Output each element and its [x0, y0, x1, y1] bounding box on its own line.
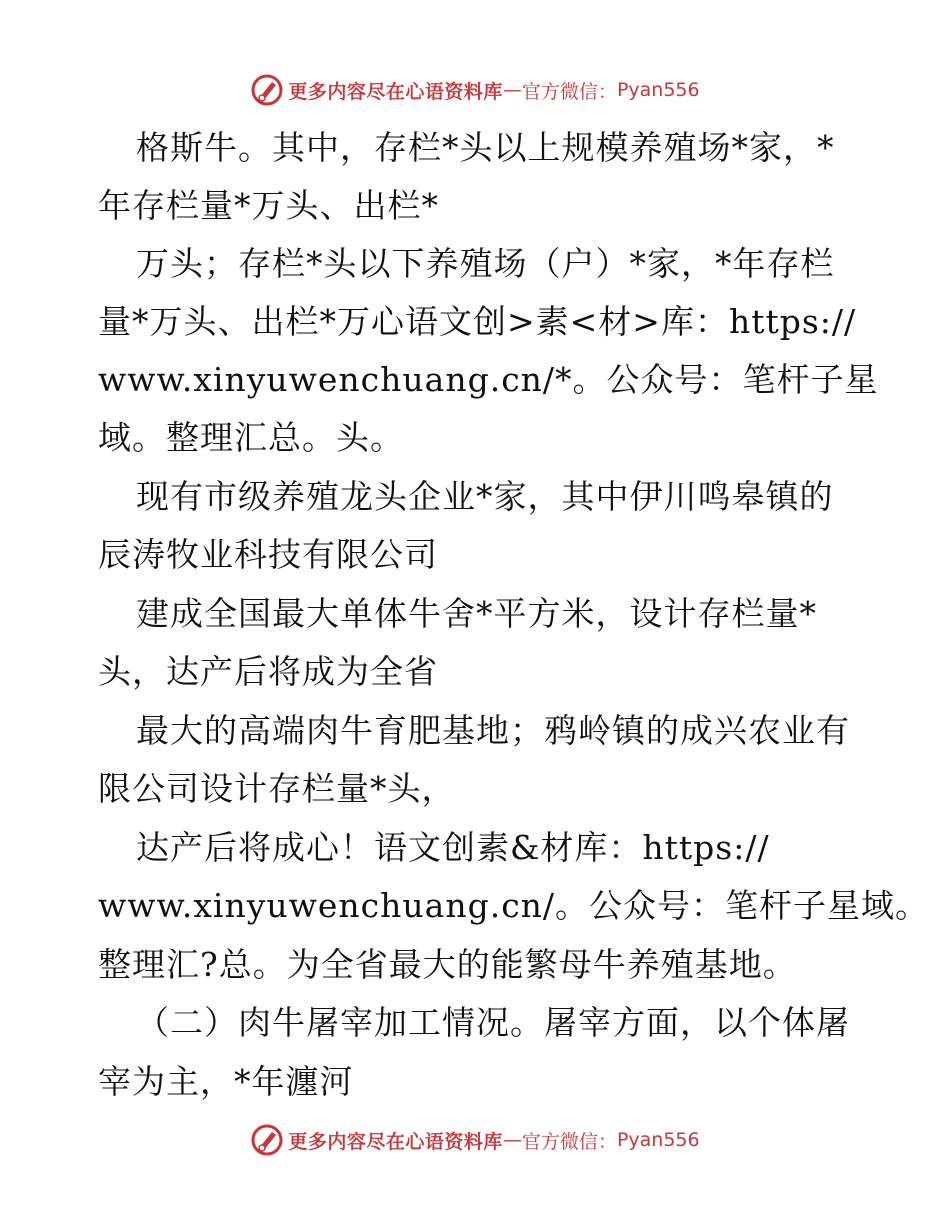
- text-line: 年存栏量*万头、出栏*: [98, 186, 439, 225]
- banner-separator: —: [502, 1129, 522, 1151]
- text-line: 量*万头、出栏*万心语文创>素<材>库：https://: [98, 302, 857, 341]
- text-line: 辰涛牧业科技有限公司: [98, 535, 438, 574]
- banner-wechat-id: Pyan556: [616, 1129, 700, 1151]
- banner-title: 更多内容尽在心语资料库: [288, 1130, 503, 1153]
- text-line: 最大的高端肉牛育肥基地；鸦岭镇的成兴农业有: [136, 711, 850, 750]
- text-line: 万头；存栏*头以下养殖场（户）*家，*年存栏: [136, 244, 835, 283]
- text-line: 宰为主，*年瀍河: [98, 1062, 354, 1101]
- text-line: 域。整理汇总。头。: [98, 418, 404, 457]
- text-line: www.xinyuwenchuang.cn/*。公众号：笔杆子星: [98, 360, 879, 399]
- pen-logo-icon: [250, 1123, 284, 1157]
- text-line: 现有市级养殖龙头企业*家，其中伊川鸣皋镇的: [136, 477, 834, 516]
- text-line: 建成全国最大单体牛舍*平方米，设计存栏量*: [136, 594, 817, 633]
- text-line: 格斯牛。其中，存栏*头以上规模养殖场*家，*: [136, 128, 835, 167]
- footer-watermark-banner: [0, 1120, 950, 1160]
- text-line: 达产后将成心！语文创素&材库：https://: [136, 828, 770, 867]
- banner-title: 更多内容尽在心语资料库: [288, 80, 503, 103]
- text-line: 整理汇?总。为全省最大的能繁母牛养殖基地。: [98, 945, 797, 984]
- banner-official-label: 官方微信：: [521, 1130, 617, 1153]
- banner-official-label: 官方微信：: [521, 80, 617, 103]
- text-line: 限公司设计存栏量*头，: [98, 769, 456, 808]
- banner-separator: —: [502, 79, 522, 101]
- banner-wechat-id: Pyan556: [616, 79, 700, 101]
- text-line: （二）肉牛屠宰加工情况。屠宰方面，以个体屠: [136, 1003, 850, 1042]
- text-line: www.xinyuwenchuang.cn/。公众号：笔杆子星域。: [98, 886, 930, 925]
- text-line: 头，达产后将成为全省: [98, 652, 438, 691]
